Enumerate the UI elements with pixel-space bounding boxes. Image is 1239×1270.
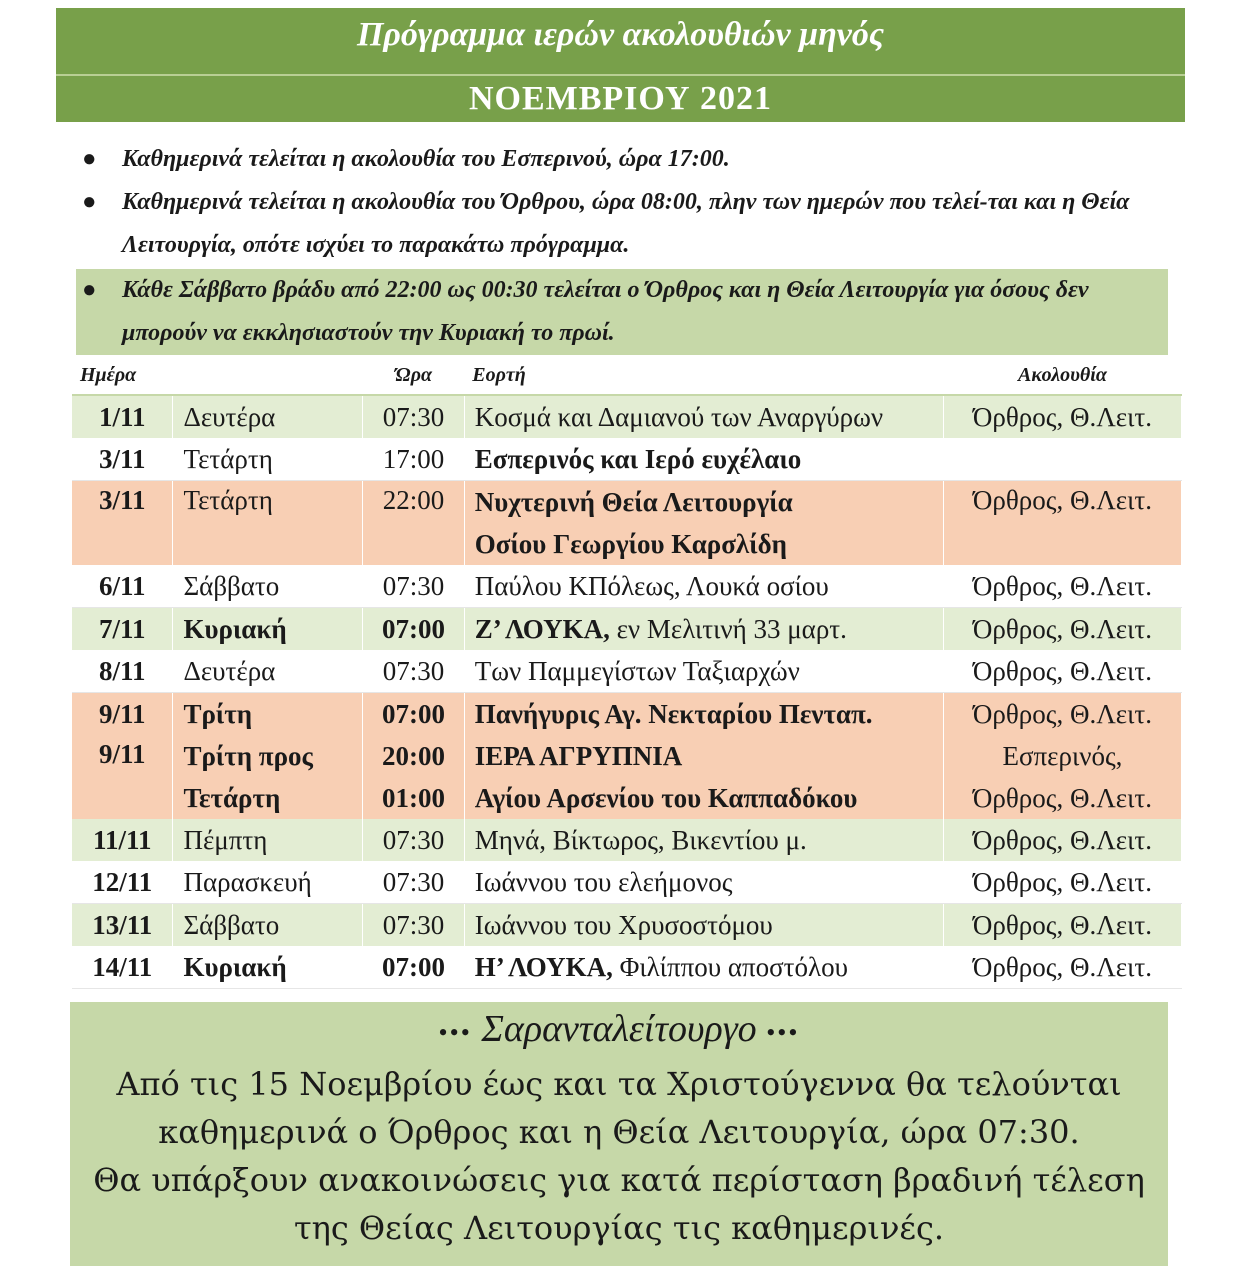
cell-time bbox=[363, 735, 464, 819]
cell-time: 07:30 bbox=[363, 861, 464, 904]
footer-line: Θα υπάρξουν ανακοινώσεις για κατά περίσταση βραδινή τέλεση bbox=[93, 1161, 1145, 1199]
cell-date: 1/11 bbox=[72, 395, 173, 438]
note-item bbox=[76, 181, 1168, 267]
cell-weekday: Παρασκευή bbox=[173, 861, 363, 904]
cell-service: Όρθρος, Θ.Λειτ. bbox=[943, 481, 1181, 566]
cell-feast: Ιωάννου του Χρυσοστόμου bbox=[464, 904, 943, 947]
cell-weekday: Τρίτη bbox=[173, 693, 363, 736]
header-banner bbox=[56, 8, 1185, 122]
table-row bbox=[72, 565, 1182, 608]
header-service: Ακολουθία bbox=[943, 356, 1181, 395]
table-row bbox=[72, 481, 1182, 566]
table-row bbox=[72, 438, 1182, 481]
cell-service: Όρθρος, Θ.Λειτ. bbox=[943, 819, 1181, 861]
table-row bbox=[72, 861, 1182, 904]
notes-list bbox=[76, 138, 1168, 355]
cell-service: Όρθρος, Θ.Λειτ. bbox=[943, 904, 1181, 947]
schedule-table bbox=[72, 356, 1182, 989]
cell-feast: Μηνά, Βίκτωρος, Βικεντίου μ. bbox=[464, 819, 943, 861]
cell-service: Όρθρος, Θ.Λειτ. bbox=[943, 946, 1181, 989]
cell-date: 8/11 bbox=[72, 650, 173, 693]
cell-weekday: Τετάρτη bbox=[173, 438, 363, 481]
table-row bbox=[72, 693, 1182, 736]
table-row bbox=[72, 395, 1182, 438]
cell-feast: Ιωάννου του ελεήμονος bbox=[464, 861, 943, 904]
note-item bbox=[76, 138, 1168, 181]
cell-feast: Κοσμά και Δαμιανού των Αναργύρων bbox=[464, 395, 943, 438]
note-text: Κάθε Σάββατο βράδυ από 22:00 ως 00:30 τελείται ο Όρθρος και η Θεία Λειτουργία για όσους δεν μπορούν να εκκλησιαστούν την Κυριακή το πρωί. bbox=[122, 277, 1089, 346]
cell-time: 22:00 bbox=[363, 481, 464, 566]
cell-service: Όρθρος, Θ.Λειτ. bbox=[943, 395, 1181, 438]
cell-time: 07:30 bbox=[363, 565, 464, 608]
table-row bbox=[72, 608, 1182, 651]
feast-line: Νυχτερινή Θεία Λειτουργία bbox=[474, 487, 793, 517]
table-row bbox=[72, 819, 1182, 861]
cell-weekday: Τετάρτη bbox=[173, 481, 363, 566]
month-title: ΝΟΕΜΒΡΙΟΥ 2021 bbox=[468, 80, 773, 117]
feast-bold: Ζ’ ΛΟΥΚΑ, bbox=[474, 613, 610, 644]
cell-date: 11/11 bbox=[72, 819, 173, 861]
dots-icon: ••• bbox=[438, 1018, 472, 1047]
dots-icon: ••• bbox=[766, 1018, 800, 1047]
header-day: Ημέρα bbox=[72, 356, 363, 395]
cell-weekday: Σάββατο bbox=[173, 565, 363, 608]
footer-line: καθημερινά ο Όρθρος και η Θεία Λειτουργία, ώρα 07:30. bbox=[158, 1113, 1080, 1151]
cell-date: 6/11 bbox=[72, 565, 173, 608]
cell-feast: Πανήγυρις Αγ. Νεκταρίου Πενταπ. bbox=[464, 693, 943, 736]
cell-weekday: Δευτέρα bbox=[173, 650, 363, 693]
cell-time: 07:00 bbox=[363, 693, 464, 736]
footer-line: Από τις 15 Νοεμβρίου έως και τα Χριστούγεννα θα τελούνται bbox=[116, 1065, 1122, 1103]
cell-date: 3/11 bbox=[72, 481, 173, 566]
bullet-icon: ● bbox=[82, 277, 97, 303]
cell-time: 07:00 bbox=[363, 608, 464, 651]
time-line: 20:00 bbox=[382, 741, 446, 771]
table-row bbox=[72, 735, 1182, 819]
cell-feast: Των Παμμεγίστων Ταξιαρχών bbox=[464, 650, 943, 693]
cell-service: Όρθρος, Θ.Λειτ. bbox=[943, 565, 1181, 608]
table-row bbox=[72, 904, 1182, 947]
header-feast: Εορτή bbox=[464, 356, 943, 395]
cell-feast bbox=[464, 481, 943, 566]
cell-date: 9/11 bbox=[72, 693, 173, 736]
weekday-line: Τρίτη προς bbox=[183, 741, 313, 771]
cell-date: 12/11 bbox=[72, 861, 173, 904]
feast-line: ΙΕΡΑ ΑΓΡΥΠΝΙΑ bbox=[474, 741, 683, 771]
cell-feast: Παύλου ΚΠόλεως, Λουκά οσίου bbox=[464, 565, 943, 608]
cell-service bbox=[943, 735, 1181, 819]
cell-service: Όρθρος, Θ.Λειτ. bbox=[943, 608, 1181, 651]
feast-bold: Η’ ΛΟΥΚΑ, bbox=[474, 951, 613, 982]
cell-time: 07:30 bbox=[363, 904, 464, 947]
feast-rest: Φιλίππου αποστόλου bbox=[612, 951, 848, 982]
cell-service bbox=[943, 438, 1181, 481]
cell-service: Όρθρος, Θ.Λειτ. bbox=[943, 861, 1181, 904]
table-row bbox=[72, 946, 1182, 989]
table-header-row bbox=[72, 356, 1182, 395]
table-row bbox=[72, 650, 1182, 693]
bullet-icon: ● bbox=[82, 189, 97, 215]
cell-weekday bbox=[173, 735, 363, 819]
cell-service: Όρθρος, Θ.Λειτ. bbox=[943, 650, 1181, 693]
cell-feast bbox=[464, 735, 943, 819]
cell-weekday: Δευτέρα bbox=[173, 395, 363, 438]
cell-date: 13/11 bbox=[72, 904, 173, 947]
footer-title bbox=[70, 1002, 1168, 1060]
weekday-line: Τετάρτη bbox=[183, 783, 281, 813]
header-time: Ώρα bbox=[363, 356, 464, 395]
cell-date: 14/11 bbox=[72, 946, 173, 989]
note-text: Καθημερινά τελείται η ακολουθία του Εσπερινού, ώρα 17:00. bbox=[122, 146, 730, 172]
cell-weekday: Σάββατο bbox=[173, 904, 363, 947]
cell-service: Όρθρος, Θ.Λειτ. bbox=[943, 693, 1181, 736]
cell-time: 07:00 bbox=[363, 946, 464, 989]
cell-date: 3/11 bbox=[72, 438, 173, 481]
cell-time: 07:30 bbox=[363, 395, 464, 438]
feast-line: Οσίου Γεωργίου Καρσλίδη bbox=[474, 529, 787, 559]
cell-feast bbox=[464, 608, 943, 651]
footer-title-text: Σαρανταλείτουργο bbox=[481, 1008, 757, 1050]
service-line: Όρθρος, Θ.Λειτ. bbox=[972, 783, 1152, 813]
feast-rest: εν Μελιτινή 33 μαρτ. bbox=[609, 613, 847, 644]
cell-feast: Εσπερινός και Ιερό ευχέλαιο bbox=[464, 438, 943, 481]
cell-date: 9/11 bbox=[72, 735, 173, 819]
time-line: 01:00 bbox=[382, 783, 446, 813]
cell-weekday: Κυριακή bbox=[173, 608, 363, 651]
cell-date: 7/11 bbox=[72, 608, 173, 651]
cell-feast bbox=[464, 946, 943, 989]
bullet-icon: ● bbox=[82, 146, 97, 172]
note-item-highlighted bbox=[76, 269, 1168, 355]
cell-time: 17:00 bbox=[363, 438, 464, 481]
cell-weekday: Κυριακή bbox=[173, 946, 363, 989]
page-title: Πρόγραμμα ιερών ακολουθιών μηνός bbox=[356, 16, 885, 53]
feast-line: Αγίου Αρσενίου του Καππαδόκου bbox=[474, 783, 858, 813]
note-text: Καθημερινά τελείται η ακολουθία του Όρθρου, ώρα 08:00, πλην των ημερών που τελεί-ται και η Θεία Λειτουργία, οπότε ισχύει το παρακάτω πρόγραμμα. bbox=[122, 189, 1130, 258]
cell-time: 07:30 bbox=[363, 819, 464, 861]
service-line: Εσπερινός, bbox=[1002, 741, 1123, 771]
footer-announcement bbox=[70, 1002, 1168, 1266]
cell-time: 07:30 bbox=[363, 650, 464, 693]
cell-weekday: Πέμπτη bbox=[173, 819, 363, 861]
footer-line: της Θείας Λειτουργίας τις καθημερινές. bbox=[293, 1209, 945, 1247]
header-divider bbox=[56, 74, 1185, 76]
